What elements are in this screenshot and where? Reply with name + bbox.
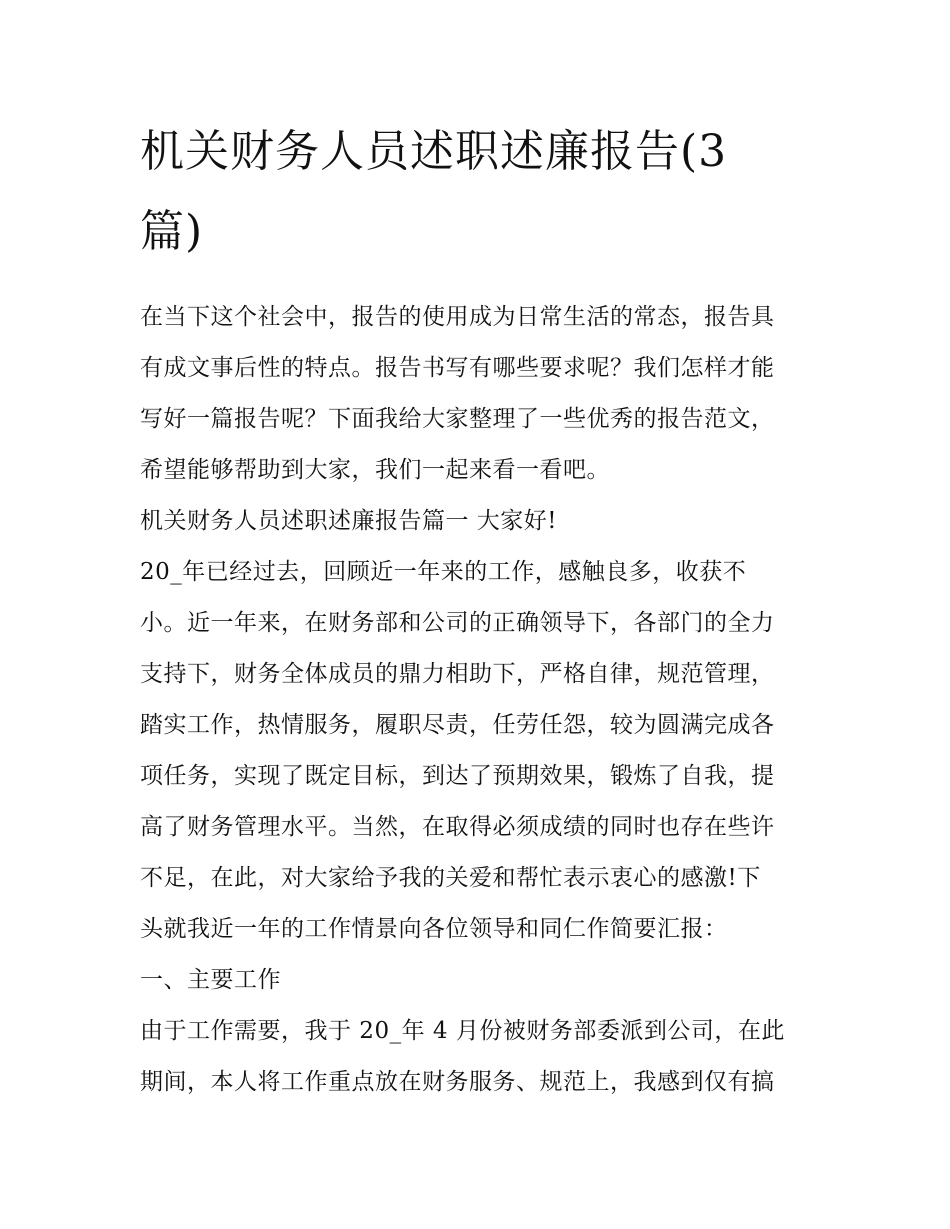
subsection-heading: 一、主要工作: [140, 967, 281, 993]
text-line: 希望能够帮助到大家，我们一起来看一看吧。: [140, 457, 610, 483]
text-line: 小。近一年来，在财务部和公司的正确领导下，各部门的全力: [140, 610, 775, 636]
text-line: 支持下，财务全体成员的鼎力相助下，严格自律，规范管理，: [140, 661, 775, 687]
text-line: 在当下这个社会中，报告的使用成为日常生活的常态，报告具: [140, 304, 775, 330]
title-line-2: 篇): [140, 206, 204, 257]
text-line: 写好一篇报告呢？下面我给大家整理了一些优秀的报告范文，: [140, 406, 775, 432]
document-body: [140, 292, 820, 1108]
section-heading: 机关财务人员述职述廉报告篇一 大家好!: [140, 508, 558, 534]
document-title: [140, 112, 820, 272]
text-line: 不足，在此，对大家给予我的关爱和帮忙表示衷心的感激!下: [140, 865, 761, 891]
text-line: 高了财务管理水平。当然，在取得必须成绩的同时也存在些许: [140, 814, 775, 840]
text-line: 项任务，实现了既定目标，到达了预期效果，锻炼了自我，提: [140, 763, 775, 789]
text-line: 期间，本人将工作重点放在财务服务、规范上，我感到仅有搞: [140, 1069, 775, 1095]
text-line: 踏实工作，热情服务，履职尽责，任劳任怨，较为圆满完成各: [140, 712, 775, 738]
text-line: 有成文事后性的特点。报告书写有哪些要求呢？我们怎样才能: [140, 355, 775, 381]
title-line-1: 机关财务人员述职述廉报告(3: [140, 126, 728, 177]
text-line: 由于工作需要，我于 20_年 4 月份被财务部委派到公司，在此: [140, 1018, 785, 1044]
document-page: [140, 112, 820, 1108]
text-line: 头就我近一年的工作情景向各位领导和同仁作简要汇报：: [140, 916, 728, 942]
text-line: 20_年已经过去，回顾近一年来的工作，感触良多，收获不: [140, 559, 747, 585]
